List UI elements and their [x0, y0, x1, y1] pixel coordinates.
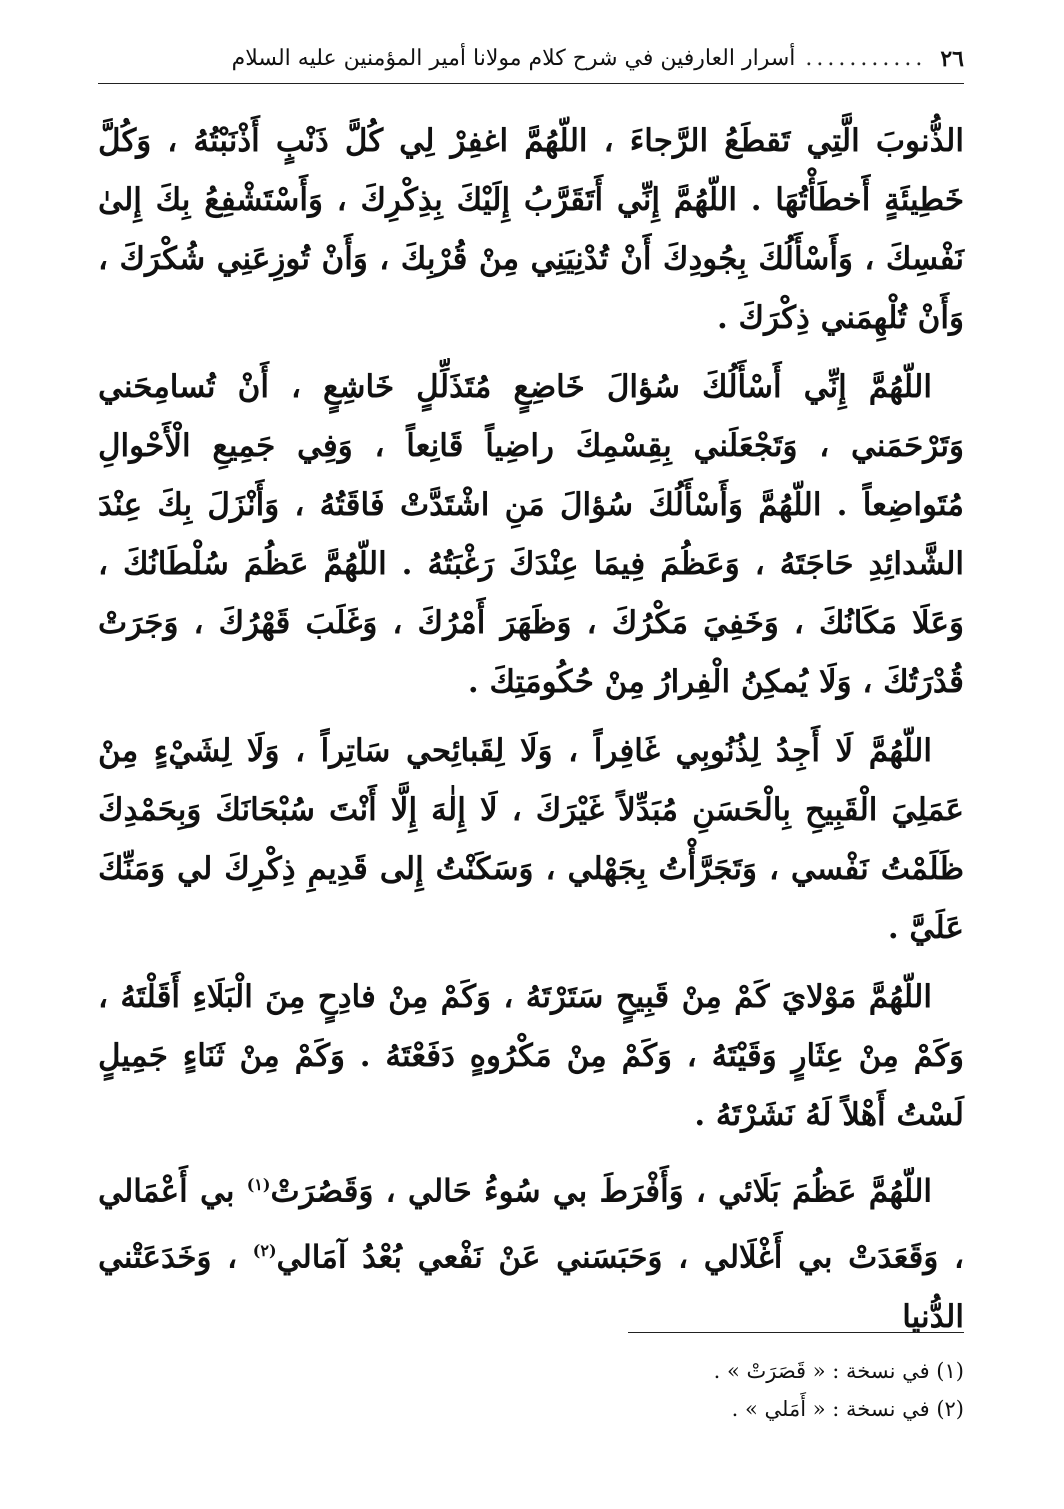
paragraph: اللّهُمَّ لَا أَجِدُ لِذُنُوبِي غَافِراً ، وَلَا لِقَبائِحي سَاتِراً ، وَلَا لِشَيْءٍ مِنْ عَمَلِيَ الْقَبِيحِ بِالْحَسَنِ مُبَدِّلاً غَيْرَكَ ، لَا إِلٰهَ إِلَّا أَنْتَ سُبْحَانَكَ وَبِحَمْدِكَ ظَلَمْتُ نَفْسي ، وَتَجَرَّأْتُ بِجَهْلي ، وَسَكَنْتُ إِلى قَدِيمِ ذِكْرِكَ لي وَمَنِّكَ عَلَيَّ .: [98, 733, 964, 946]
footnote: (١) في نسخة : « قَصَرَتْ » .: [713, 1359, 964, 1383]
running-title: أسرار العارفين في شرح كلام مولانا أمير المؤمنين عليه السلام: [231, 46, 796, 71]
footnote-marker: (١): [246, 1175, 271, 1194]
paragraph: اللّهُمَّ مَوْلايَ كَمْ مِنْ قَبِيحٍ سَتَرْتَهُ ، وَكَمْ مِنْ فادِحٍ مِنَ الْبَلَاءِ أَقَلْتَهُ ، وَكَمْ مِنْ عِثَارٍ وَقَيْتَهُ ، وَكَمْ مِنْ مَكْرُوهٍ دَفَعْتَهُ . وَكَمْ مِنْ ثَنَاءٍ جَمِيلٍ لَسْتُ أَهْلاً لَهُ نَشَرْتَهُ .: [98, 979, 964, 1133]
paragraph-text: ، وَخَدَعَتْني الدُّنيا: [98, 1239, 964, 1335]
paragraph: اللّهُمَّ إِنِّي أَسْأَلُكَ سُؤالَ خَاضِعٍ مُتَذَلِّلٍ خَاشِعٍ ، أَنْ تُسامِحَني وَتَرْحَمَني ، وَتَجْعَلَني بِقِسْمِكَ راضِياً قَانِعاً ، وَفِي جَمِيعِ الْأَحْوالِ مُتَواضِعاً . اللّهُمَّ وَأَسْأَلُكَ سُؤالَ مَنِ اشْتَدَّتْ فَاقَتُهُ ، وَأَنْزَلَ بِكَ عِنْدَ الشَّدائِدِ حَاجَتَهُ ، وَعَظُمَ فِيمَا عِنْدَكَ رَغْبَتُهُ . اللّهُمَّ عَظُمَ سُلْطَانُكَ ، وَعَلَا مَكَانُكَ ، وَخَفِيَ مَكْرُكَ ، وَظَهَرَ أَمْرُكَ ، وَغَلَبَ قَهْرُكَ ، وَجَرَتْ قُدْرَتُكَ ، وَلَا يُمكِنُ الْفِرارُ مِنْ حُكُومَتِكَ .: [98, 369, 965, 700]
header-leader-dots: ...........: [805, 46, 927, 71]
paragraph-text: بي أَعْمَالي ، وَقَعَدَتْ بي أَغْلَالي ، وَحَبَسَني عَنْ نَفْعي بُعْدُ آمَالي: [98, 1173, 964, 1276]
running-header: [98, 44, 964, 74]
page-number: ٢٦: [940, 46, 964, 72]
paragraph-text: اللّهُمَّ عَظُمَ بَلَائي ، وَأَفْرَطَ بي سُوءُ حَالي ، وَقَصُرَتْ: [270, 1173, 933, 1210]
footnote-marker: (٢): [252, 1241, 277, 1261]
body-text: [98, 112, 964, 1357]
footnote: (٢) في نسخة : « أَمَلي » .: [731, 1397, 964, 1421]
paragraph: [98, 1155, 964, 1347]
footnote-rule: [628, 1332, 964, 1333]
paragraph: الذُّنوبَ الَّتِي تَقطَعُ الرَّجاءَ ، اللّهُمَّ اغفِرْ لِي كُلَّ ذَنْبٍ أَذْنَبْتُهُ ، وَكُلَّ خَطِيئَةٍ أَخطَأْتُهَا . اللّهُمَّ إِنِّي أَتَقَرَّبُ إِلَيْكَ بِذِكْرِكَ ، وَأَسْتَشْفِعُ بِكَ إِلىٰ نَفْسِكَ ، وَأَسْأَلُكَ بِجُودِكَ أَنْ تُدْنِيَنِي مِنْ قُرْبِكَ ، وَأَنْ تُوزِعَنِي شُكْرَكَ ، وَأَنْ تُلْهِمَني ذِكْرَكَ .: [98, 123, 964, 336]
header-rule: [98, 83, 964, 84]
footnotes: [98, 1352, 964, 1428]
